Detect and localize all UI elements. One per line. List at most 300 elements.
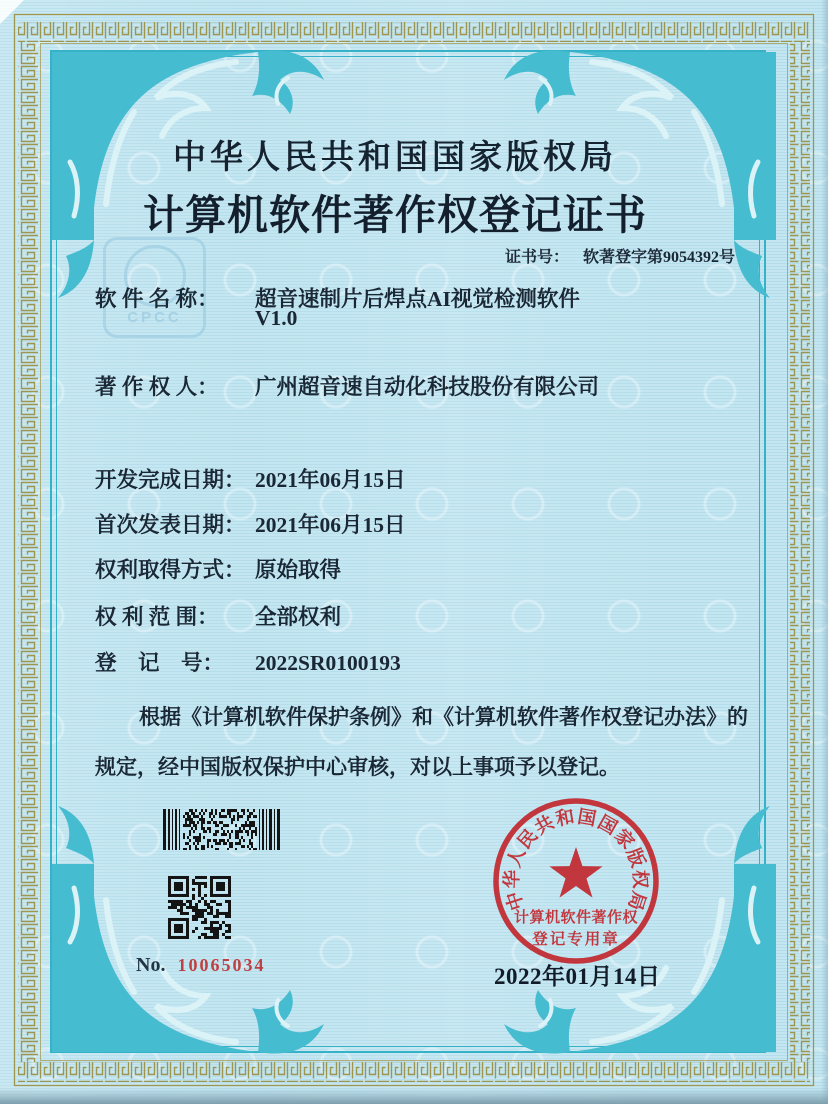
copyright-owner-label: 著 作 权 人： — [95, 375, 219, 399]
barcode-bar — [191, 812, 193, 815]
qr-module — [198, 894, 201, 897]
barcode-bar — [247, 815, 249, 818]
barcode-bar — [201, 821, 203, 824]
qr-module — [180, 906, 183, 909]
qr-module — [177, 903, 180, 906]
qr-module — [174, 930, 177, 933]
barcode-bar — [199, 839, 201, 842]
barcode-bar — [195, 815, 197, 818]
barcode-bar — [243, 827, 245, 830]
qr-module — [183, 912, 186, 915]
qr-module — [186, 879, 189, 882]
barcode-bar — [189, 839, 191, 842]
barcode-bar — [185, 848, 187, 850]
authority-name: 中华人民共和国国家版权局 — [173, 140, 617, 176]
barcode-bar — [237, 836, 239, 839]
qr-module — [213, 894, 216, 897]
barcode-bar — [255, 848, 257, 850]
qr-module — [180, 930, 183, 933]
barcode-bar — [249, 815, 251, 818]
barcode-bar — [193, 830, 195, 833]
barcode-bar — [241, 836, 243, 839]
software-name-value: 超音速制片后焊点AI视觉检测软件 — [255, 287, 580, 311]
qr-module — [204, 933, 207, 936]
seal-inner-line2: 登记专用章 — [532, 931, 620, 948]
qr-module — [228, 903, 231, 906]
star-icon — [549, 847, 602, 898]
barcode-bar — [195, 848, 197, 850]
barcode-bar — [251, 833, 253, 836]
official-red-seal — [471, 776, 681, 986]
barcode-bar — [253, 848, 255, 850]
seal-ring-char: 人 — [504, 845, 530, 871]
qr-module — [201, 897, 204, 900]
barcode-bar — [253, 815, 255, 818]
qr-module — [180, 912, 183, 915]
qr-module — [186, 924, 189, 927]
qr-module — [180, 900, 183, 903]
barcode-bar — [249, 821, 251, 824]
qr-module — [192, 906, 195, 909]
barcode-bar — [223, 815, 225, 818]
barcode-bar — [243, 839, 245, 842]
qr-module — [195, 918, 198, 921]
barcode-bar — [233, 809, 235, 812]
barcode-bar — [197, 821, 199, 824]
barcode-bar — [195, 839, 197, 842]
qr-module — [207, 903, 210, 906]
qr-module — [192, 915, 195, 918]
seal-ring-char: 版 — [622, 845, 648, 871]
seal-ring-char: 民 — [514, 826, 543, 854]
qr-module — [210, 891, 213, 894]
barcode-bar — [201, 815, 203, 818]
barcode-bar — [237, 833, 239, 836]
qr-module — [210, 921, 213, 924]
qr-module — [222, 921, 225, 924]
qr-module — [210, 888, 213, 891]
qr-module — [186, 921, 189, 924]
barcode-bar — [195, 845, 197, 848]
qr-module — [213, 936, 216, 939]
barcode-bar — [247, 809, 249, 812]
qr-module — [228, 906, 231, 909]
barcode-bar — [213, 821, 215, 824]
barcode-bar — [193, 815, 195, 818]
barcode-bar — [217, 824, 219, 827]
qr-module — [192, 930, 195, 933]
barcode-bar — [235, 830, 237, 833]
barcode-bar — [235, 833, 237, 836]
barcode-bar — [191, 809, 193, 812]
qr-module — [222, 912, 225, 915]
barcode-bar — [243, 812, 245, 815]
software-version-value: V1.0 — [255, 306, 298, 330]
qr-module — [171, 918, 174, 921]
barcode-bar — [237, 842, 239, 845]
qr-module — [195, 906, 198, 909]
qr-module — [213, 900, 216, 903]
seal-ring-char: 局 — [623, 888, 649, 913]
qr-module — [201, 909, 204, 912]
qr-module — [228, 879, 231, 882]
qr-module — [177, 894, 180, 897]
barcode-bar — [241, 809, 243, 812]
barcode-bar — [227, 830, 229, 833]
barcode-bar — [219, 815, 221, 818]
qr-module — [210, 882, 213, 885]
qr-module — [168, 888, 171, 891]
certificate-number-label: 证书号： — [505, 249, 570, 266]
barcode-bar — [197, 848, 199, 850]
qr-module — [177, 900, 180, 903]
qr-module — [204, 894, 207, 897]
barcode-bar — [195, 827, 197, 830]
barcode-bar — [193, 836, 195, 839]
qr-module — [180, 885, 183, 888]
qr-module — [198, 900, 201, 903]
qr-module — [192, 909, 195, 912]
qr-module — [225, 936, 228, 939]
qr-module — [177, 927, 180, 930]
barcode-bar — [193, 812, 195, 815]
qr-module — [228, 900, 231, 903]
qr-module — [186, 912, 189, 915]
barcode-bar — [251, 836, 253, 839]
qr-module — [168, 921, 171, 924]
first-publish-date-label: 首次发表日期： — [95, 513, 246, 537]
barcode-bar — [223, 824, 225, 827]
barcode-bar — [187, 836, 189, 839]
qr-module — [174, 924, 177, 927]
seal-ring-char: 共 — [532, 812, 558, 840]
barcode-bar — [197, 842, 199, 845]
barcode-bar — [229, 815, 231, 818]
barcode-bar — [195, 836, 197, 839]
qr-module — [228, 888, 231, 891]
barcode-bar — [189, 845, 191, 848]
qr-module — [228, 927, 231, 930]
barcode-bar — [241, 845, 243, 848]
barcode-bar — [195, 809, 197, 812]
field-row-software-name — [95, 282, 580, 313]
qr-module — [174, 888, 177, 891]
qr-module — [204, 903, 207, 906]
barcode-bar — [233, 818, 235, 821]
barcode-bar — [201, 848, 203, 850]
barcode-bar — [203, 827, 205, 830]
qr-module — [189, 900, 192, 903]
qr-module — [180, 936, 183, 939]
scan-corner-artifact — [0, 0, 24, 24]
qr-module — [177, 888, 180, 891]
barcode-bar — [201, 827, 203, 830]
barcode-bar — [266, 809, 267, 850]
qr-module — [168, 906, 171, 909]
barcode-bar — [255, 815, 257, 818]
qr-module — [183, 894, 186, 897]
qr-module — [216, 885, 219, 888]
qr-module — [210, 924, 213, 927]
barcode-bar — [269, 809, 272, 850]
barcode-bar — [183, 824, 185, 827]
barcode-bar — [255, 830, 257, 833]
qr-module — [171, 906, 174, 909]
copyright-owner-value: 广州超音速自动化科技股份有限公司 — [255, 375, 600, 399]
barcode-bar — [213, 833, 215, 836]
qr-module — [213, 876, 216, 879]
qr-module — [174, 927, 177, 930]
barcode-bar — [219, 812, 221, 815]
software-name-label: 软 件 名 称： — [95, 287, 219, 311]
barcode-bar — [215, 821, 217, 824]
qr-module — [219, 924, 222, 927]
qr-module — [177, 918, 180, 921]
qr-module — [201, 933, 204, 936]
qr-module — [228, 912, 231, 915]
qr-module — [210, 936, 213, 939]
barcode-bar — [221, 809, 223, 812]
barcode-bar — [229, 842, 231, 845]
barcode-bar — [223, 809, 225, 812]
qr-module — [168, 882, 171, 885]
qr-module — [171, 903, 174, 906]
qr-module — [213, 921, 216, 924]
qr-module — [210, 894, 213, 897]
barcode-bar — [187, 842, 189, 845]
qr-module — [204, 885, 207, 888]
barcode-bar — [199, 812, 201, 815]
barcode-bar — [209, 815, 211, 818]
qr-module — [183, 936, 186, 939]
barcode-bar — [187, 812, 189, 815]
qr-module — [186, 918, 189, 921]
barcode-bar — [239, 830, 241, 833]
qr-module — [204, 921, 207, 924]
barcode-bar — [185, 821, 187, 824]
barcode-bar — [239, 842, 241, 845]
qr-module — [219, 927, 222, 930]
qr-module — [195, 876, 198, 879]
barcode-bar — [239, 839, 241, 842]
qr-module — [216, 915, 219, 918]
barcode-bar — [201, 809, 203, 812]
qr-module — [225, 894, 228, 897]
field-row-right-acquisition — [95, 553, 341, 584]
qr-module — [198, 936, 201, 939]
certificate-number-line — [505, 244, 735, 267]
qr-module — [216, 930, 219, 933]
barcode-bar — [191, 818, 193, 821]
greek-key-band-top — [18, 22, 810, 42]
qr-module — [189, 906, 192, 909]
field-row-dev-complete-date — [95, 463, 406, 494]
barcode-bar — [229, 812, 231, 815]
qr-module — [210, 900, 213, 903]
registration-no-value: 2022SR0100193 — [255, 651, 401, 675]
qr-module — [198, 891, 201, 894]
qr-module — [186, 888, 189, 891]
qr-module — [207, 906, 210, 909]
qr-module — [180, 903, 183, 906]
barcode-bar — [225, 833, 227, 836]
barcode-bar — [172, 809, 173, 850]
barcode-bar — [239, 827, 241, 830]
barcode-bar — [251, 845, 253, 848]
qr-module — [168, 894, 171, 897]
scan-edge-bottom — [0, 1088, 828, 1104]
barcode-bar — [245, 824, 247, 827]
qr-module — [228, 915, 231, 918]
qr-module — [219, 888, 222, 891]
qr-module — [195, 909, 198, 912]
greek-key-band-bottom — [18, 1062, 810, 1082]
barcode-bar — [251, 842, 253, 845]
qr-module — [177, 924, 180, 927]
qr-module — [204, 882, 207, 885]
barcode-bar — [203, 821, 205, 824]
qr-module — [210, 885, 213, 888]
qr-module — [168, 879, 171, 882]
barcode-bar — [187, 824, 189, 827]
qr-module — [171, 876, 174, 879]
cpcc-seal-text: CPCC — [127, 309, 182, 326]
barcode-bar — [207, 827, 209, 830]
barcode-bar — [201, 824, 203, 827]
qr-module — [228, 909, 231, 912]
barcode-bar — [247, 824, 249, 827]
qr-module — [210, 927, 213, 930]
barcode-bar — [211, 809, 213, 812]
qr-module — [225, 912, 228, 915]
barcode-bar — [245, 830, 247, 833]
qr-module — [198, 909, 201, 912]
qr-module — [168, 918, 171, 921]
barcode-bar — [221, 815, 223, 818]
qr-module — [186, 876, 189, 879]
qr-module — [192, 918, 195, 921]
barcode-bar — [209, 821, 211, 824]
barcode-bar — [251, 821, 253, 824]
barcode-bar — [237, 818, 239, 821]
qr-module — [219, 903, 222, 906]
barcode-bar — [223, 839, 225, 842]
qr-module — [198, 885, 201, 888]
qr-module — [216, 933, 219, 936]
barcode-bar — [259, 809, 260, 850]
qr-module — [207, 936, 210, 939]
barcode-bar — [207, 845, 209, 848]
qr-module — [225, 930, 228, 933]
qr-module — [186, 894, 189, 897]
qr-module — [168, 930, 171, 933]
qr-module — [177, 936, 180, 939]
qr-module — [228, 885, 231, 888]
qr-module — [213, 930, 216, 933]
barcode-bar — [211, 845, 213, 848]
qr-module — [225, 924, 228, 927]
barcode-bar — [187, 818, 189, 821]
qr-module — [228, 936, 231, 939]
qr-module — [228, 876, 231, 879]
barcode-bar — [195, 824, 197, 827]
barcode-bar — [237, 815, 239, 818]
barcode-bar — [193, 842, 195, 845]
qr-module — [228, 891, 231, 894]
greek-key-band-right — [790, 42, 810, 1062]
barcode-bar — [231, 809, 233, 812]
barcode-bar — [215, 809, 217, 812]
qr-module — [192, 888, 195, 891]
qr-module — [186, 906, 189, 909]
barcode-bar — [225, 824, 227, 827]
qr-module — [198, 882, 201, 885]
qr-module — [219, 882, 222, 885]
right-acquisition-value: 原始取得 — [255, 558, 342, 582]
barcode-bar — [189, 815, 191, 818]
qr-code — [168, 876, 231, 939]
qr-module — [177, 876, 180, 879]
qr-module — [216, 888, 219, 891]
barcode-bar — [211, 812, 213, 815]
barcode-bar — [249, 842, 251, 845]
qr-module — [210, 879, 213, 882]
barcode-bar — [189, 821, 191, 824]
qr-module — [189, 903, 192, 906]
qr-module — [222, 933, 225, 936]
qr-module — [222, 882, 225, 885]
qr-module — [213, 927, 216, 930]
barcode-bar — [215, 812, 217, 815]
barcode-bar — [209, 827, 211, 830]
barcode-bar — [175, 809, 177, 850]
barcode-bar — [253, 809, 255, 812]
right-acquisition-label: 权利取得方式： — [95, 558, 246, 582]
qr-module — [174, 918, 177, 921]
field-row-right-scope — [95, 600, 341, 631]
barcode-bar — [201, 818, 203, 821]
barcode-bar — [221, 833, 223, 836]
barcode-bar — [217, 848, 219, 850]
barcode-bar — [207, 842, 209, 845]
qr-module — [216, 909, 219, 912]
qr-module — [186, 933, 189, 936]
qr-module — [204, 876, 207, 879]
barcode-bar — [221, 827, 223, 830]
barcode-bar — [215, 839, 217, 842]
barcode-bar — [229, 836, 231, 839]
qr-module — [201, 912, 204, 915]
issue-date: 2022年01月14日 — [494, 964, 661, 989]
barcode-bar — [227, 809, 229, 812]
seal-ring-char: 国 — [575, 807, 598, 831]
barcode-bar — [187, 815, 189, 818]
barcode-bar — [215, 833, 217, 836]
qr-module — [216, 912, 219, 915]
qr-module — [201, 882, 204, 885]
barcode-bar — [231, 845, 233, 848]
barcode-bar — [225, 815, 227, 818]
barcode-bar — [203, 812, 205, 815]
qr-module — [174, 876, 177, 879]
barcode-bar — [243, 809, 245, 812]
barcode-bar — [243, 845, 245, 848]
qr-module — [201, 921, 204, 924]
barcode-bar — [233, 815, 235, 818]
barcode-bar — [231, 818, 233, 821]
qr-module — [228, 882, 231, 885]
barcode-bar — [262, 809, 264, 850]
